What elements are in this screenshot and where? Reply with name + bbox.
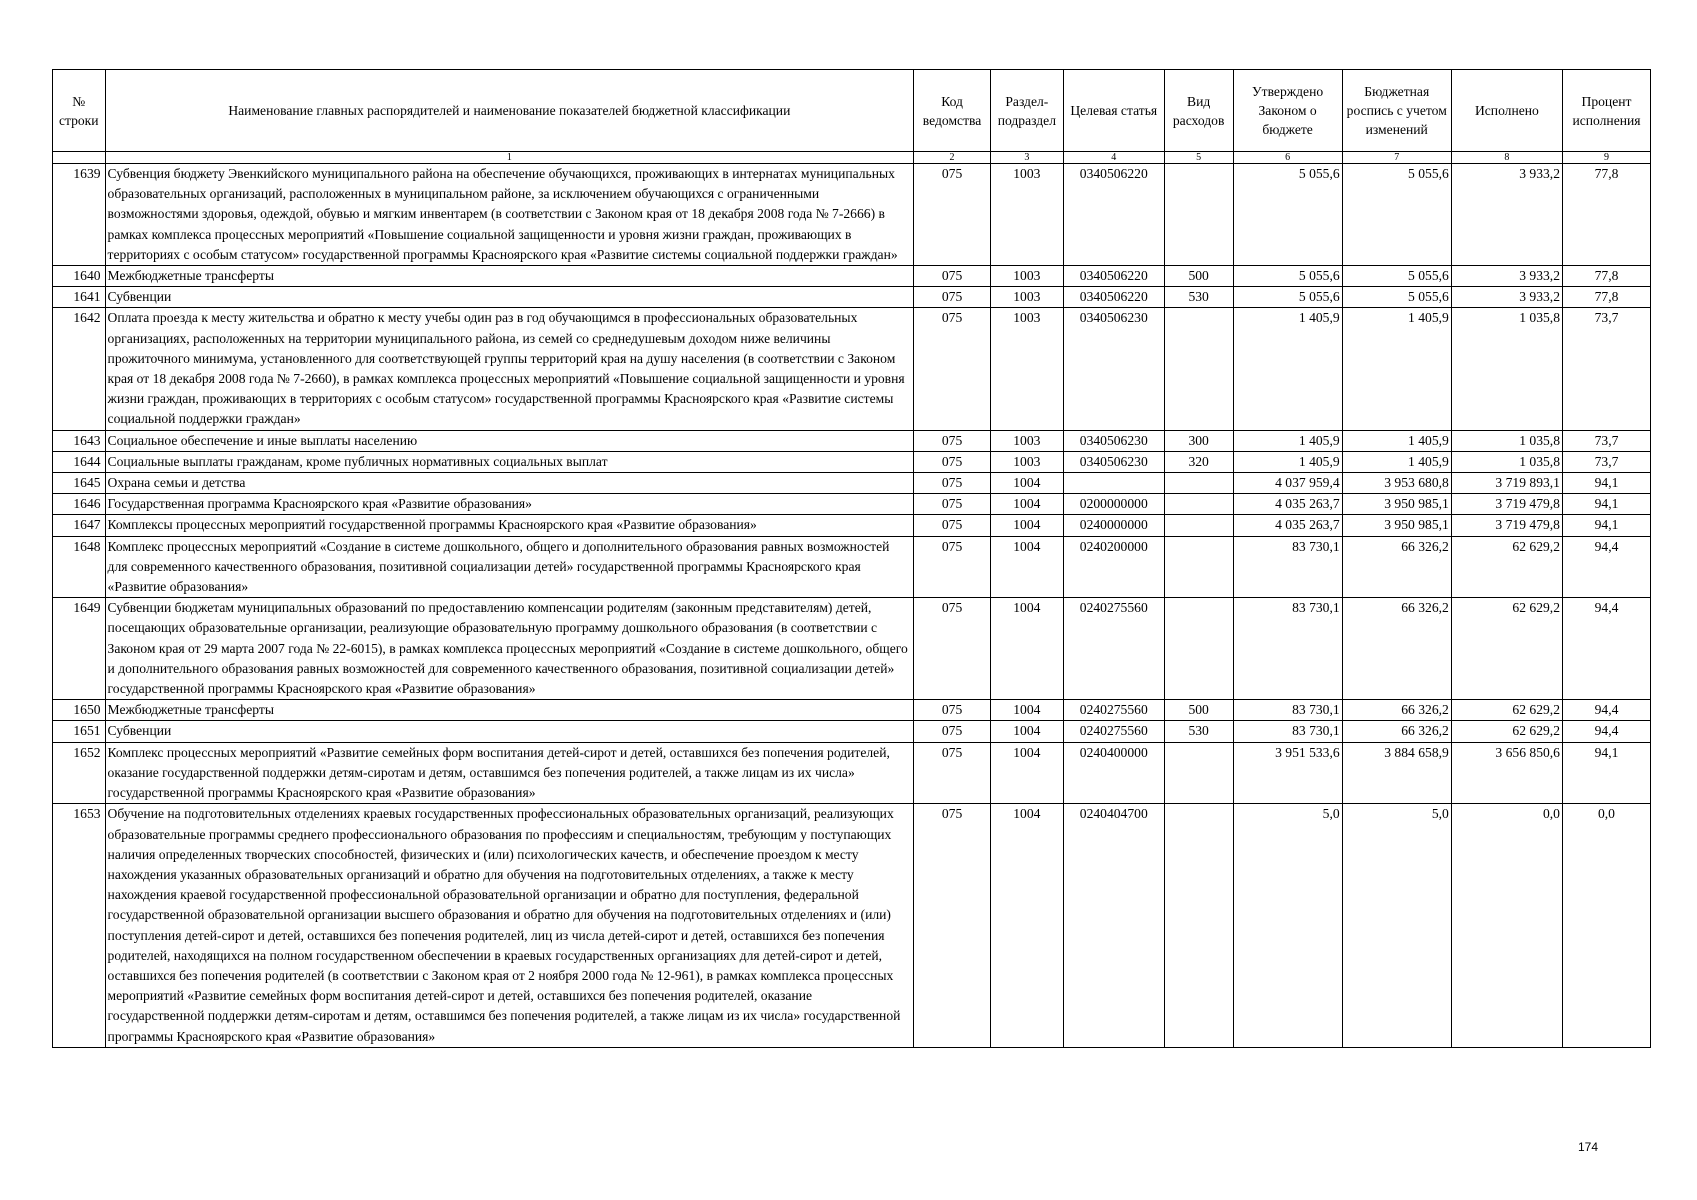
- approved-amount: 1 405,9: [1233, 430, 1342, 451]
- expense-type: [1164, 598, 1233, 700]
- section-code: 1003: [990, 451, 1063, 472]
- approved-amount: 5,0: [1233, 804, 1342, 1047]
- expense-type: [1164, 308, 1233, 430]
- section-code: 1003: [990, 430, 1063, 451]
- section-code: 1004: [990, 515, 1063, 536]
- target-code: 0240275560: [1063, 700, 1164, 721]
- expense-type: [1164, 164, 1233, 266]
- execution-percent: 94,1: [1562, 742, 1650, 804]
- table-row: [53, 430, 1651, 451]
- indicator-name: Охрана семьи и детства: [105, 473, 914, 494]
- column-number: 5: [1164, 152, 1233, 164]
- column-number: 9: [1562, 152, 1650, 164]
- dept-code: 075: [914, 473, 991, 494]
- executed-amount: 62 629,2: [1451, 536, 1562, 598]
- header-name: Наименование главных распорядителей и наименование показателей бюджетной классификации: [105, 70, 914, 152]
- target-code: 0340506230: [1063, 308, 1164, 430]
- budget-amount: 5 055,6: [1342, 287, 1451, 308]
- approved-amount: 5 055,6: [1233, 266, 1342, 287]
- table-row: [53, 473, 1651, 494]
- indicator-name: Межбюджетные трансферты: [105, 700, 914, 721]
- expense-type: 500: [1164, 266, 1233, 287]
- row-number: 1646: [53, 494, 106, 515]
- target-code: 0340506220: [1063, 164, 1164, 266]
- executed-amount: 0,0: [1451, 804, 1562, 1047]
- column-number: 1: [105, 152, 914, 164]
- target-code: 0240200000: [1063, 536, 1164, 598]
- column-number: 8: [1451, 152, 1562, 164]
- budget-amount: 1 405,9: [1342, 451, 1451, 472]
- table-row: [53, 451, 1651, 472]
- budget-amount: 3 950 985,1: [1342, 515, 1451, 536]
- section-code: 1004: [990, 536, 1063, 598]
- executed-amount: 3 719 479,8: [1451, 494, 1562, 515]
- table-row: [53, 804, 1651, 1047]
- dept-code: 075: [914, 804, 991, 1047]
- table-row: [53, 536, 1651, 598]
- executed-amount: 1 035,8: [1451, 451, 1562, 472]
- section-code: 1004: [990, 804, 1063, 1047]
- row-number: 1640: [53, 266, 106, 287]
- dept-code: 075: [914, 700, 991, 721]
- section-code: 1003: [990, 287, 1063, 308]
- execution-percent: 94,4: [1562, 700, 1650, 721]
- execution-percent: 94,1: [1562, 494, 1650, 515]
- table-row: [53, 598, 1651, 700]
- budget-amount: 1 405,9: [1342, 308, 1451, 430]
- section-code: 1003: [990, 266, 1063, 287]
- section-code: 1004: [990, 494, 1063, 515]
- target-code: 0340506220: [1063, 266, 1164, 287]
- table-row: [53, 308, 1651, 430]
- section-code: 1004: [990, 700, 1063, 721]
- dept-code: 075: [914, 287, 991, 308]
- row-number: 1653: [53, 804, 106, 1047]
- section-code: 1003: [990, 164, 1063, 266]
- budget-amount: 1 405,9: [1342, 430, 1451, 451]
- row-number: 1648: [53, 536, 106, 598]
- executed-amount: 3 719 479,8: [1451, 515, 1562, 536]
- column-number: 3: [990, 152, 1063, 164]
- execution-percent: 94,1: [1562, 473, 1650, 494]
- row-number: 1651: [53, 721, 106, 742]
- budget-amount: 3 950 985,1: [1342, 494, 1451, 515]
- expense-type: 300: [1164, 430, 1233, 451]
- approved-amount: 5 055,6: [1233, 287, 1342, 308]
- row-number: 1649: [53, 598, 106, 700]
- row-number: 1650: [53, 700, 106, 721]
- dept-code: 075: [914, 515, 991, 536]
- executed-amount: 1 035,8: [1451, 308, 1562, 430]
- column-number: 2: [914, 152, 991, 164]
- target-code: 0240275560: [1063, 598, 1164, 700]
- dept-code: 075: [914, 164, 991, 266]
- approved-amount: 4 035 263,7: [1233, 494, 1342, 515]
- table-row: [53, 515, 1651, 536]
- expense-type: [1164, 515, 1233, 536]
- budget-amount: 3 884 658,9: [1342, 742, 1451, 804]
- header-percent: Процент исполнения: [1562, 70, 1650, 152]
- indicator-name: Субвенции бюджетам муниципальных образований по предоставлению компенсации родителям (законным представителям) детей, посещающих образовательные организации, реализующие образовательную программу дошкольного образования (в соответствии с Законом края от 29 марта 2007 года № 22-6015), в рамках комплекса процессных мероприятий «Создание в системе дошкольного, общего и дополнительного образования равных возможностей для современного качественного образования, позитивной социализации детей» государственной программы Красноярского края «Развитие образования»: [105, 598, 914, 700]
- column-number: 4: [1063, 152, 1164, 164]
- executed-amount: 1 035,8: [1451, 430, 1562, 451]
- indicator-name: Комплекс процессных мероприятий «Создание в системе дошкольного, общего и дополнительного образования равных возможностей для современного качественного образования, позитивной социализации детей» государственной программы Красноярского края «Развитие образования»: [105, 536, 914, 598]
- indicator-name: Субвенции: [105, 287, 914, 308]
- indicator-name: Комплексы процессных мероприятий государственной программы Красноярского края «Развитие образования»: [105, 515, 914, 536]
- target-code: [1063, 473, 1164, 494]
- target-code: 0340506220: [1063, 287, 1164, 308]
- expense-type: [1164, 804, 1233, 1047]
- approved-amount: 1 405,9: [1233, 308, 1342, 430]
- indicator-name: Комплекс процессных мероприятий «Развитие семейных форм воспитания детей-сирот и детей, оставшихся без попечения родителей, оказание государственной поддержки детям-сиротам и детям, оставшимся без попечения родителей, а также лицам из их числа» государственной программы Красноярского края «Развитие образования»: [105, 742, 914, 804]
- dept-code: 075: [914, 494, 991, 515]
- target-code: 0240400000: [1063, 742, 1164, 804]
- table-row: [53, 721, 1651, 742]
- dept-code: 075: [914, 742, 991, 804]
- target-code: 0340506230: [1063, 451, 1164, 472]
- column-number-row: [53, 152, 1651, 164]
- budget-amount: 66 326,2: [1342, 598, 1451, 700]
- dept-code: 075: [914, 451, 991, 472]
- execution-percent: 73,7: [1562, 308, 1650, 430]
- row-number: 1643: [53, 430, 106, 451]
- execution-percent: 0,0: [1562, 804, 1650, 1047]
- header-row: [53, 70, 1651, 152]
- table-row: [53, 287, 1651, 308]
- executed-amount: 3 933,2: [1451, 287, 1562, 308]
- indicator-name: Социальное обеспечение и иные выплаты населению: [105, 430, 914, 451]
- budget-amount: 3 953 680,8: [1342, 473, 1451, 494]
- executed-amount: 3 933,2: [1451, 164, 1562, 266]
- execution-percent: 94,4: [1562, 721, 1650, 742]
- header-dept-code: Код ведомства: [914, 70, 991, 152]
- expense-type: [1164, 742, 1233, 804]
- budget-amount: 66 326,2: [1342, 700, 1451, 721]
- header-approved: Утверждено Законом о бюджете: [1233, 70, 1342, 152]
- approved-amount: 83 730,1: [1233, 536, 1342, 598]
- target-code: 0200000000: [1063, 494, 1164, 515]
- indicator-name: Субвенция бюджету Эвенкийского муниципального района на обеспечение обучающихся, проживающих в интернатах муниципальных образовательных организаций, расположенных в муниципальном районе, за исключением обучающихся с ограниченными возможностями здоровья, одеждой, обувью и мягким инвентарем (в соответствии с Законом края от 18 декабря 2008 года № 7-2666) в рамках комплекса процессных мероприятий «Повышение социальной защищенности и уровня жизни граждан, проживающих в территориях с особым статусом» государственной программы Красноярского края «Развитие системы социальной поддержки граждан»: [105, 164, 914, 266]
- execution-percent: 77,8: [1562, 266, 1650, 287]
- header-executed: Исполнено: [1451, 70, 1562, 152]
- section-code: 1004: [990, 473, 1063, 494]
- target-code: 0240404700: [1063, 804, 1164, 1047]
- expense-type: 530: [1164, 287, 1233, 308]
- column-number: 6: [1233, 152, 1342, 164]
- expense-type: 320: [1164, 451, 1233, 472]
- indicator-name: Субвенции: [105, 721, 914, 742]
- budget-table: [52, 69, 1651, 1048]
- executed-amount: 62 629,2: [1451, 700, 1562, 721]
- execution-percent: 94,4: [1562, 536, 1650, 598]
- header-target: Целевая статья: [1063, 70, 1164, 152]
- approved-amount: 83 730,1: [1233, 721, 1342, 742]
- header-section: Раздел-подраздел: [990, 70, 1063, 152]
- row-number: 1652: [53, 742, 106, 804]
- expense-type: [1164, 494, 1233, 515]
- approved-amount: 1 405,9: [1233, 451, 1342, 472]
- dept-code: 075: [914, 430, 991, 451]
- section-code: 1004: [990, 721, 1063, 742]
- dept-code: 075: [914, 721, 991, 742]
- dept-code: 075: [914, 598, 991, 700]
- approved-amount: 4 035 263,7: [1233, 515, 1342, 536]
- header-row-no: № строки: [53, 70, 106, 152]
- section-code: 1004: [990, 742, 1063, 804]
- section-code: 1004: [990, 598, 1063, 700]
- dept-code: 075: [914, 536, 991, 598]
- execution-percent: 73,7: [1562, 430, 1650, 451]
- executed-amount: 3 719 893,1: [1451, 473, 1562, 494]
- approved-amount: 83 730,1: [1233, 700, 1342, 721]
- indicator-name: Государственная программа Красноярского края «Развитие образования»: [105, 494, 914, 515]
- header-expense-type: Вид расходов: [1164, 70, 1233, 152]
- target-code: 0240000000: [1063, 515, 1164, 536]
- indicator-name: Обучение на подготовительных отделениях краевых государственных профессиональных образовательных организаций, реализующих образовательные программы среднего профессионального образования по профессиям и специальностям, требующим у поступающих наличия определенных творческих способностей, физических и (или) психологических качеств, и обеспечение проездом к месту нахождения указанных образовательных организаций и обратно для обучения на подготовительных отделениях, а также к месту нахождения краевой государственной профессиональной образовательной организации и обратно для поступления, федеральной государственной образовательной организации высшего образования и обратно для обучения на подготовительных отделениях и (или) поступления детей-сирот и детей, оставшихся без попечения родителей, лиц из числа детей-сирот и детей, оставшихся без попечения родителей, находящихся на полном государственном обеспечении в краевых государственных организациях для детей-сирот и детей, оставшихся без попечения родителей (в соответствии с Законом края от 2 ноября 2000 года № 12-961), в рамках комплекса процессных мероприятий «Развитие семейных форм воспитания детей-сирот и детей, оставшихся без попечения родителей, оказание государственной поддержки детям-сиротам и детям, оставшимся без попечения родителей, а также лицам из их числа» государственной программы Красноярского края «Развитие образования»: [105, 804, 914, 1047]
- page-number: 174: [1577, 1140, 1599, 1154]
- approved-amount: 4 037 959,4: [1233, 473, 1342, 494]
- expense-type: 530: [1164, 721, 1233, 742]
- executed-amount: 3 656 850,6: [1451, 742, 1562, 804]
- executed-amount: 62 629,2: [1451, 721, 1562, 742]
- indicator-name: Социальные выплаты гражданам, кроме публичных нормативных социальных выплат: [105, 451, 914, 472]
- target-code: 0240275560: [1063, 721, 1164, 742]
- indicator-name: Межбюджетные трансферты: [105, 266, 914, 287]
- row-number: 1639: [53, 164, 106, 266]
- target-code: 0340506230: [1063, 430, 1164, 451]
- executed-amount: 3 933,2: [1451, 266, 1562, 287]
- budget-amount: 66 326,2: [1342, 536, 1451, 598]
- execution-percent: 94,1: [1562, 515, 1650, 536]
- table-row: [53, 494, 1651, 515]
- column-number: 7: [1342, 152, 1451, 164]
- execution-percent: 77,8: [1562, 164, 1650, 266]
- table-row: [53, 700, 1651, 721]
- row-number: 1642: [53, 308, 106, 430]
- budget-amount: 5 055,6: [1342, 266, 1451, 287]
- row-number: 1645: [53, 473, 106, 494]
- expense-type: [1164, 473, 1233, 494]
- table-row: [53, 164, 1651, 266]
- budget-amount: 5 055,6: [1342, 164, 1451, 266]
- table-row: [53, 266, 1651, 287]
- budget-amount: 66 326,2: [1342, 721, 1451, 742]
- section-code: 1003: [990, 308, 1063, 430]
- execution-percent: 94,4: [1562, 598, 1650, 700]
- row-number: 1641: [53, 287, 106, 308]
- dept-code: 075: [914, 266, 991, 287]
- budget-amount: 5,0: [1342, 804, 1451, 1047]
- table-row: [53, 742, 1651, 804]
- row-number: 1644: [53, 451, 106, 472]
- execution-percent: 77,8: [1562, 287, 1650, 308]
- indicator-name: Оплата проезда к месту жительства и обратно к месту учебы один раз в год обучающимся в профессиональных образовательных организациях, расположенных на территории муниципального района, из семей со среднедушевым доходом ниже величины прожиточного минимума, установленного для соответствующей группы территорий края на душу населения (в соответствии с Законом края от 18 декабря 2008 года № 7-2660), в рамках комплекса процессных мероприятий «Повышение социальной защищенности и уровня жизни граждан, проживающих в территориях с особым статусом» государственной программы Красноярского края «Развитие системы социальной поддержки граждан»: [105, 308, 914, 430]
- expense-type: [1164, 536, 1233, 598]
- approved-amount: 3 951 533,6: [1233, 742, 1342, 804]
- dept-code: 075: [914, 308, 991, 430]
- approved-amount: 5 055,6: [1233, 164, 1342, 266]
- table-body: [53, 164, 1651, 1048]
- header-budget-list: Бюджетная роспись с учетом изменений: [1342, 70, 1451, 152]
- execution-percent: 73,7: [1562, 451, 1650, 472]
- row-number: 1647: [53, 515, 106, 536]
- expense-type: 500: [1164, 700, 1233, 721]
- executed-amount: 62 629,2: [1451, 598, 1562, 700]
- approved-amount: 83 730,1: [1233, 598, 1342, 700]
